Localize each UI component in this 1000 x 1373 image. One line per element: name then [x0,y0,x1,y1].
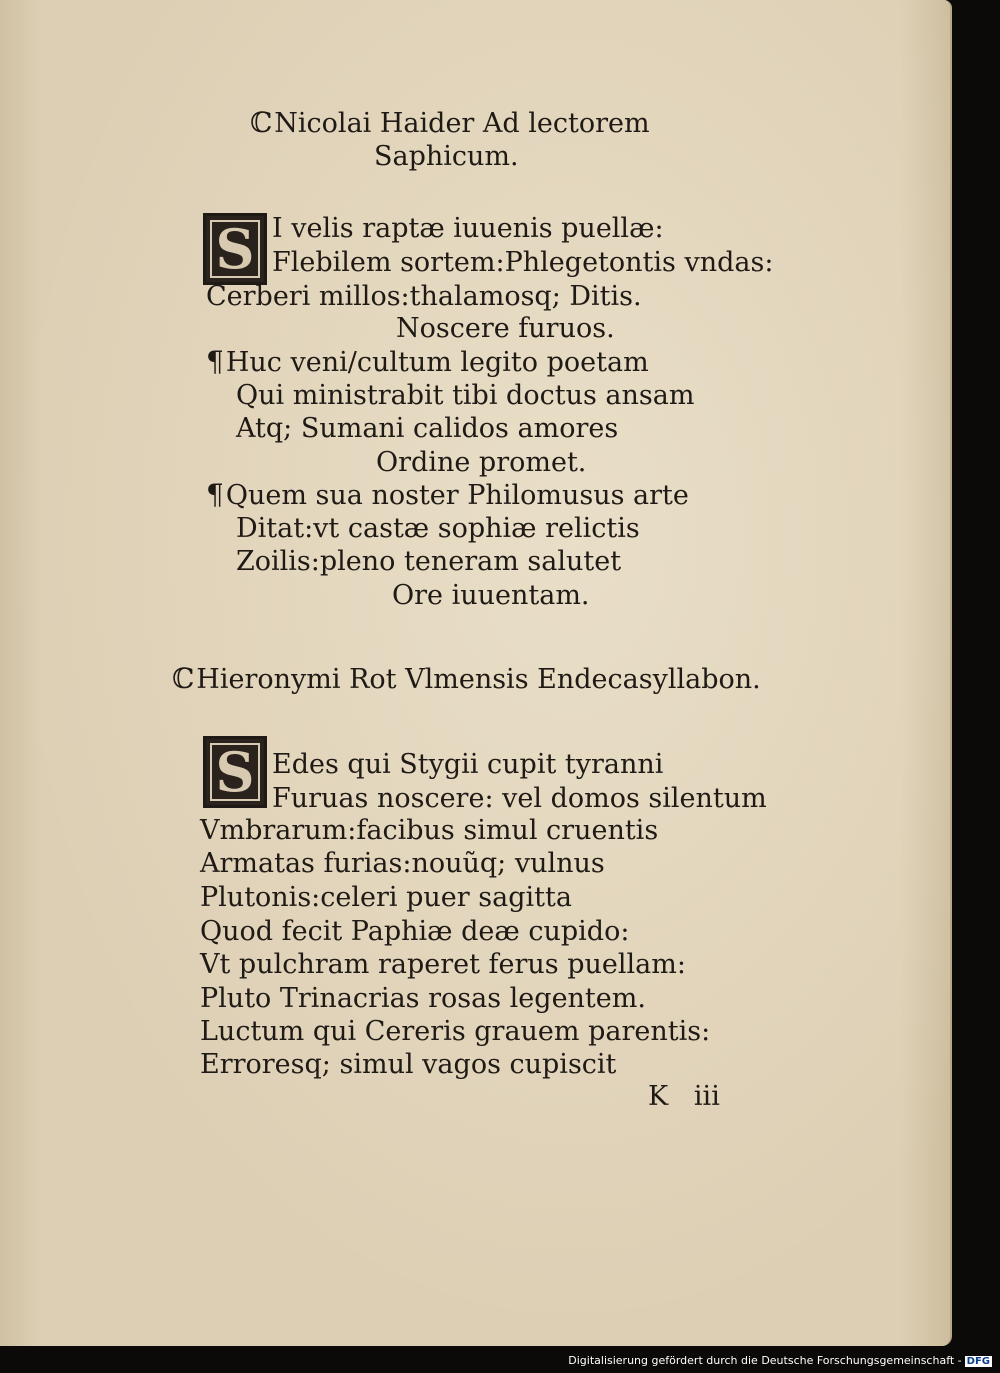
pilcrow-mark: ¶ [206,478,224,511]
poem2-line: Vmbrarum:facibus simul cruentis [200,815,659,846]
poem2-line: Plutonis:celeri puer sagitta [200,882,572,913]
decorated-initial: S [203,736,267,808]
poem2-line: Pluto Trinacrias rosas legentem. [200,983,646,1014]
dfg-logo: DFG [966,1356,990,1367]
poem2-title: ℂHieronymi Rot Vlmensis Endecasyllabon. [172,662,761,695]
poem1-line: Zoilis:pleno teneram salutet [236,546,622,577]
poem2-line: Edes qui Stygii cupit tyranni [272,749,664,780]
poem2-line: Furuas noscere: vel domos silentum [272,783,767,814]
poem1-line: Atq; Sumani calidos amores [236,413,619,444]
poem1-line: ¶Huc veni/cultum legito poetam [206,345,649,378]
poem2-line: Luctum qui Cereris grauem parentis: [200,1016,711,1047]
capitulum-mark: ℂ [172,662,195,695]
poem1-line: Cerberi millos:thalamosq; Ditis. [206,281,642,312]
pilcrow-mark: ¶ [206,345,224,378]
poem1-line: Ordine promet. [376,447,587,478]
poem1-line: Ore iuuentam. [392,580,590,611]
poem2-line: Armatas furias:nouũq; vulnus [200,848,605,879]
poem2-line: Quod fecit Paphiæ deæ cupido: [200,916,630,947]
poem1-title-line2: Saphicum. [374,141,519,172]
signature-mark: K iii [648,1081,720,1112]
poem1-line: Qui ministrabit tibi doctus ansam [236,380,695,411]
poem1-line: I velis raptæ iuuenis puellæ: [272,213,664,244]
poem1-title-line1: ℂNicolai Haider Ad lectorem [250,106,650,139]
footer-text: Digitalisierung gefördert durch die Deutsche Forschungsgemeinschaft - [568,1354,962,1367]
poem1-line: Flebilem sortem:Phlegetontis vndas: [272,247,774,278]
capitulum-mark: ℂ [250,106,273,139]
poem1-line: Ditat:vt castæ sophiæ relictis [236,513,640,544]
poem2-line: Erroresq; simul vagos cupiscit [200,1049,617,1080]
poem1-line: ¶Quem sua noster Philomusus arte [206,478,689,511]
footer-credit [568,1354,992,1367]
poem1-line: Noscere furuos. [396,313,615,344]
decorated-initial: S [203,213,267,285]
poem2-line: Vt pulchram raperet ferus puellam: [200,949,686,980]
